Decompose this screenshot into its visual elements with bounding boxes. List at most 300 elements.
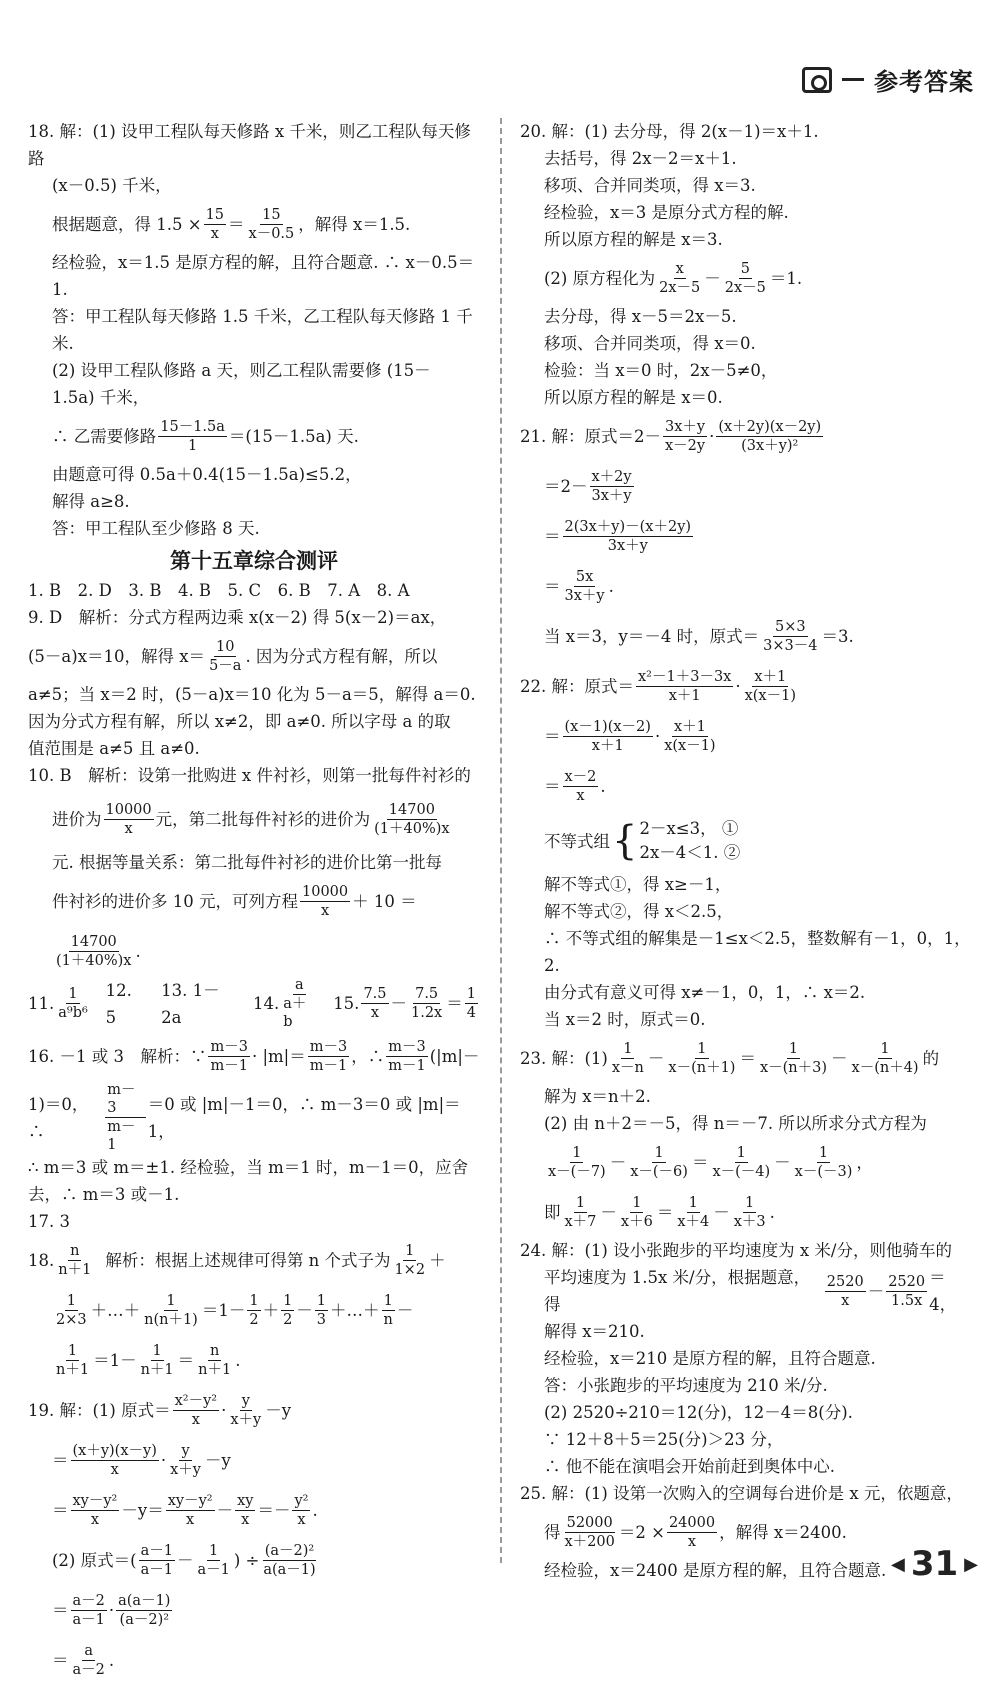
fraction (195, 1542, 231, 1579)
inequality-2: 2x－4＜1. ② (639, 843, 741, 862)
denominator: x＋3 (733, 1213, 766, 1230)
fraction (758, 1040, 829, 1077)
denominator: n＋1 (56, 1361, 90, 1378)
text: 21. 解：原式＝2－ (520, 426, 661, 446)
q18a-line: 1.5a) 千米， (52, 388, 150, 407)
denominator: x－(n＋3) (759, 1059, 828, 1076)
text: ＝2－ (544, 476, 588, 496)
q16-line-1 (28, 1031, 480, 1081)
numerator: (a－2)² (264, 1542, 315, 1559)
fraction (761, 618, 819, 655)
q18a-line: 答：甲工程队每天修路 1.5 千米，乙工程队每天修路 1 千米. (52, 307, 473, 353)
numerator: (x＋y)(x－y) (72, 1442, 157, 1459)
q20-line: 去分母，得 x－5＝2x－5. (544, 307, 737, 326)
q18a-line: (2) 设甲工程队修路 a 天，则乙工程队需要修 (15－ (52, 361, 431, 380)
text: 18. (28, 1250, 55, 1270)
q19-line-2 (28, 1435, 480, 1485)
denominator: (1＋40%)x (374, 820, 450, 837)
denominator: x－n (611, 1059, 644, 1076)
denominator: 3x＋y (591, 487, 632, 504)
numerator: y (241, 1392, 250, 1409)
q18a-line: 解得 a≥8. (52, 492, 130, 511)
column-divider (500, 118, 502, 1563)
fraction (636, 668, 733, 705)
text: － (609, 1152, 627, 1172)
fraction (139, 1342, 176, 1379)
text: 22. 解：原式＝ (520, 676, 634, 696)
text: ＝ (544, 576, 561, 596)
q19-line-1 (28, 1385, 480, 1435)
numerator: 1 (788, 1040, 799, 1057)
q21-line-2 (520, 461, 972, 511)
denominator: m－1 (107, 1119, 136, 1153)
text: . (108, 1650, 115, 1670)
fraction (563, 518, 694, 555)
fraction (382, 1292, 395, 1329)
fraction (666, 1040, 737, 1077)
denominator: (1＋40%)x (56, 952, 132, 969)
q24-line: 经检验，x＝210 是原方程的解，且符合题意. (544, 1349, 876, 1368)
numerator: 10000 (105, 801, 152, 818)
denominator: n＋1 (198, 1361, 232, 1378)
numerator: x＋2y (591, 468, 632, 485)
numerator: 1 (249, 1292, 259, 1309)
numerator: 1 (654, 1144, 664, 1161)
left-column (28, 118, 480, 1685)
text: ＝ (544, 526, 561, 546)
denominator: x (576, 787, 585, 804)
fraction (361, 985, 388, 1022)
numerator: (x－1)(x－2) (564, 718, 651, 735)
q9-line: 9. D 解析：分式方程两边乘 x(x－2) 得 5(x－2)＝ax， (28, 608, 447, 627)
fraction (235, 1492, 255, 1529)
q20-line: 20. 解：(1) 去分母，得 2(x－1)＝x＋1. (520, 122, 819, 141)
q19-line-5 (28, 1585, 480, 1635)
numerator: a－2 (72, 1592, 105, 1609)
text: ＋ (262, 1300, 280, 1320)
numerator: 5x (575, 568, 594, 585)
text: － (713, 1202, 730, 1222)
book-logo-icon (802, 67, 832, 93)
fraction (886, 1273, 927, 1310)
fraction (54, 1292, 89, 1329)
text: 得 (544, 1522, 561, 1542)
fraction (563, 718, 653, 755)
denominator: x (124, 820, 133, 837)
fraction (71, 1492, 120, 1529)
denominator: a(a－1) (263, 1561, 316, 1578)
denominator: x－(－6) (630, 1163, 688, 1180)
text: 即 (544, 1202, 561, 1222)
q18b-line-2 (28, 1285, 480, 1335)
right-column (520, 118, 972, 1584)
fraction (546, 1144, 608, 1181)
mc-answers: 1. B 2. D 3. B 4. B 5. C 6. B 7. A 8. A (28, 581, 410, 600)
numerator: 2520 (888, 1273, 926, 1290)
q23-line: (2) 由 n＋2＝－5，得 n＝－7. 所以所求分式方程为 (544, 1114, 927, 1133)
fraction (142, 1292, 200, 1329)
numerator: 1 (405, 1242, 415, 1259)
q9-equation (28, 631, 480, 681)
text: ，解得 x＝2400. (719, 1522, 847, 1542)
text: 不等式组 (544, 831, 610, 851)
text: ∴ 乙需要修路 (52, 426, 157, 446)
numerator: x－2 (564, 768, 597, 785)
denominator: x (297, 1511, 306, 1528)
numerator: 1 (818, 1144, 829, 1161)
fraction (825, 1273, 866, 1310)
denominator: 4 (466, 1005, 476, 1021)
fraction (590, 468, 634, 505)
numerator: 1 (68, 986, 78, 1002)
text: 15. (333, 994, 360, 1013)
fraction (54, 933, 133, 970)
q22-line-2 (520, 711, 972, 761)
denominator: x－(－3) (794, 1163, 853, 1180)
q16-line: 去，∴ m＝3 或－1. (28, 1185, 180, 1204)
text: 的 (922, 1048, 940, 1068)
denominator: n (383, 1311, 393, 1328)
q24-line: (2) 2520÷210＝12(分)，12－4＝8(分). (544, 1403, 853, 1422)
numerator: m－3 (210, 1038, 248, 1055)
q24-line: 24. 解：(1) 设小张跑步的平均速度为 x 米/分，则他骑车的 (520, 1241, 952, 1260)
numerator: y² (294, 1492, 309, 1509)
numerator: 7.5 (363, 986, 387, 1002)
fraction (628, 1144, 690, 1181)
text: ) ÷ (233, 1550, 260, 1570)
denominator: 3×3－4 (763, 637, 818, 654)
denominator: 2 (249, 1311, 259, 1328)
q19-line-3 (28, 1485, 480, 1535)
denominator: x＋y (230, 1411, 262, 1428)
numerator: n (70, 1242, 80, 1259)
q24-line: ∵ 12＋8＋5＝25(分)＞23 分， (544, 1430, 784, 1449)
numerator: 1 (466, 986, 476, 1002)
text: ＝ (544, 726, 561, 746)
q17-answer: 17. 3 (28, 1212, 70, 1231)
denominator: x－0.5 (248, 225, 295, 242)
denominator: x (241, 1511, 250, 1528)
text: ＝(15－1.5a) 天. (228, 426, 359, 446)
q21-line-3 (520, 511, 972, 561)
text: · (108, 1600, 115, 1620)
q10-equation-3 (28, 926, 480, 976)
numerator: 14700 (388, 801, 435, 818)
page-number (891, 1544, 978, 1584)
fraction (139, 1542, 175, 1579)
q9-line: 因为分式方程有解，所以 x≠2，即 a≠0. 所以字母 a 的取 (28, 712, 451, 731)
denominator: (3x＋y)² (741, 437, 799, 454)
numerator: x (675, 260, 684, 277)
fraction (281, 1292, 294, 1329)
text: ＝0 或 |m|－1＝0，∴ m－3＝0 或 |m|＝1， (147, 1094, 461, 1141)
q18a-equation-2 (28, 411, 480, 461)
text: 12. 5 (105, 980, 132, 1027)
fraction (104, 801, 154, 838)
denominator: x (186, 1511, 195, 1528)
numerator: 1 (575, 1194, 586, 1211)
q18a-line: 经检验，x＝1.5 是原方程的解，且符合题意. ∴ x－0.5＝1. (52, 253, 475, 299)
denominator: 3x＋y (564, 587, 605, 604)
numerator: 1 (572, 1144, 582, 1161)
left-arrow-icon: ◀ (890, 1553, 905, 1575)
text: ＝1－ (93, 1350, 137, 1370)
fraction (292, 1492, 310, 1529)
q23-line-1 (520, 1033, 972, 1083)
text: . (608, 576, 614, 596)
fraction (716, 418, 823, 455)
text: ＝ (52, 1600, 69, 1620)
text: ＝ (656, 1202, 674, 1222)
fraction (308, 1038, 349, 1075)
q19-line-4 (28, 1535, 480, 1585)
text: 当 x＝3，y＝－4 时，原式＝ (544, 626, 760, 646)
q22-line: 当 x＝2 时，原式＝0. (544, 1010, 706, 1029)
q11-15-answers: 11. $\frac{1}{\text{a⁹b⁶}}$ 12. 5 13. 1－2a 14. $\frac{a}{a+b}$ 15. $\frac{7.5}{x}$ － $\frac{7.5}{1.2x}$ ＝ $\frac{1}{4}$ (28, 977, 476, 1030)
left-brace-icon: { (612, 818, 638, 864)
numerator: 7.5 (415, 986, 439, 1002)
fraction (675, 1194, 711, 1231)
denominator: 2 (283, 1311, 293, 1328)
fraction (409, 985, 444, 1022)
page-header (802, 62, 974, 97)
numerator: m－3 (105, 1081, 146, 1118)
numerator: n (210, 1342, 220, 1359)
fraction (116, 1592, 172, 1629)
denominator: (a－2)² (119, 1611, 170, 1628)
text: ＋…＋ (90, 1300, 141, 1320)
text: ，解得 x＝1.5. (298, 214, 411, 234)
fraction (563, 1514, 617, 1551)
numerator: x＋1 (673, 718, 706, 735)
numerator: 1 (316, 1292, 327, 1309)
numerator: m－3 (388, 1038, 426, 1055)
fraction (563, 1194, 599, 1231)
numerator: 15 (205, 206, 225, 223)
q20-line: 移项、合并同类项，得 x＝3. (544, 176, 756, 195)
q16-line: ∴ m＝3 或 m＝±1. 经检验，当 m＝1 时，m－1＝0，应舍 (28, 1158, 469, 1177)
text: ， (856, 1152, 873, 1172)
denominator: x－2y (664, 437, 706, 454)
denominator: x (687, 1533, 697, 1550)
fraction (158, 418, 227, 455)
denominator: 1.5x (891, 1292, 923, 1309)
text: － (600, 1202, 617, 1222)
numerator: 15－1.5a (160, 418, 225, 435)
denominator: 1 (187, 437, 198, 454)
denominator: x－(n＋1) (668, 1059, 736, 1076)
text: ＝1. (769, 268, 803, 288)
fraction (173, 1392, 220, 1429)
numerator: 1 (66, 1292, 76, 1309)
q24-line: ∴ 他不能在演唱会开始前赶到奥体中心. (544, 1457, 835, 1476)
q9-line: 值范围是 a≠5 且 a≠0. (28, 739, 200, 758)
denominator: x (191, 1411, 200, 1428)
numerator: 1 (736, 1144, 746, 1161)
header-title: 参考答案 (874, 68, 974, 96)
denominator: n＋1 (140, 1361, 174, 1378)
text: 件衬衫的进价多 10 元，可列方程 (52, 891, 298, 911)
fraction (850, 1040, 921, 1077)
text: ＋ 10 ＝ (352, 891, 417, 911)
fraction (657, 260, 702, 297)
q22-line: 由分式有意义可得 x≠－1，0，1，∴ x＝2. (544, 983, 866, 1002)
q16-line-2 (28, 1081, 480, 1154)
denominator: 3x＋y (607, 537, 648, 554)
numerator: 1 (745, 1194, 755, 1211)
numerator: 1 (697, 1040, 707, 1057)
text: ＝ (228, 214, 245, 234)
denominator: x (210, 225, 219, 242)
fraction (563, 768, 599, 805)
text: ＝－ (257, 1500, 291, 1520)
text: · (654, 726, 661, 746)
numerator: 1 (209, 1542, 219, 1559)
q18b-line-3 (28, 1335, 480, 1385)
fraction (71, 1642, 107, 1679)
denominator: x (90, 1511, 100, 1528)
q18a-equation (28, 199, 480, 249)
denominator: 1×2 (394, 1261, 426, 1278)
q20-line: 经检验，x＝3 是原分式方程的解. (544, 203, 789, 222)
text: ＝ (544, 776, 561, 796)
q23-line: 解为 x＝n＋2. (544, 1087, 651, 1106)
denominator: a－2 (72, 1661, 105, 1678)
denominator: 2×3 (56, 1311, 87, 1328)
denominator: x－(n＋4) (851, 1059, 919, 1076)
text: 根据题意，得 1.5 × (52, 214, 202, 234)
denominator: a＋b (283, 996, 307, 1030)
denominator: x＋200 (564, 1533, 615, 1550)
text: (2) 原式＝( (52, 1550, 137, 1570)
q20-line: 所以原方程的解是 x＝3. (544, 230, 723, 249)
numerator: 24000 (668, 1514, 716, 1531)
fraction (610, 1040, 646, 1077)
text: ＝1－ (201, 1300, 246, 1320)
denominator: a⁹b⁶ (58, 1005, 88, 1021)
denominator: x(x－1) (664, 737, 716, 754)
numerator: xy－y² (167, 1492, 213, 1509)
fraction (168, 1442, 203, 1479)
fraction (196, 1342, 233, 1379)
fraction (793, 1144, 855, 1181)
numerator: 14700 (70, 933, 117, 950)
text: (2) 原方程化为 (544, 268, 656, 288)
fraction (71, 1442, 159, 1479)
q24-line: 答：小张跑步的平均速度为 210 米/分. (544, 1376, 828, 1395)
numerator: (x＋2y)(x－2y) (718, 418, 822, 435)
q24-equation (520, 1264, 972, 1318)
denominator: n(n＋1) (144, 1311, 198, 1328)
denominator: x (320, 902, 330, 919)
numerator: 1 (623, 1040, 633, 1057)
q20-line: 检验：当 x＝0 时，2x－5≠0， (544, 361, 778, 380)
q19-line-6 (28, 1635, 480, 1685)
denominator: m－1 (309, 1057, 348, 1074)
q22-inequality-system (520, 811, 972, 871)
text: . (600, 776, 606, 796)
text: － (216, 1500, 234, 1520)
fraction (563, 568, 607, 605)
numerator: xy－y² (72, 1492, 118, 1509)
fraction (662, 718, 717, 755)
denominator: m－1 (210, 1057, 248, 1074)
denominator: a－1 (72, 1611, 105, 1628)
text: (|m|－ (429, 1046, 480, 1066)
text: ＝ (52, 1650, 69, 1670)
text: 19. 解：(1) 原式＝ (28, 1400, 171, 1420)
q23-line-5 (520, 1187, 972, 1237)
fraction (56, 985, 90, 1022)
fraction (663, 418, 707, 455)
denominator: x－(－7) (548, 1163, 606, 1180)
q21-line-1 (520, 411, 972, 461)
q22-line-1 (520, 661, 972, 711)
q20-equation (520, 253, 972, 303)
text: 1)＝0，∴ (28, 1094, 89, 1141)
numerator: 1 (880, 1040, 890, 1057)
text: 23. 解：(1) (520, 1048, 608, 1068)
text: · (709, 426, 715, 446)
numerator: 1 (67, 1342, 78, 1359)
text: 平均速度为 1.5x 米/分，根据题意，得 (544, 1268, 811, 1314)
numerator: 2520 (826, 1273, 864, 1290)
fraction (315, 1292, 328, 1329)
numerator: 10000 (302, 883, 349, 900)
denominator: 5－a (209, 657, 242, 674)
q22-line: 解不等式①，得 x≥－1， (544, 875, 732, 894)
numerator: y (181, 1442, 190, 1459)
numerator: a (294, 977, 304, 993)
text: － (831, 1048, 848, 1068)
text: · |m|＝ (251, 1046, 306, 1066)
text: ＋ (429, 1250, 446, 1270)
numerator: 5 (740, 260, 750, 277)
q25-line: 25. 解：(1) 设第一次购入的空调每台进价是 x 元，依题意， (520, 1484, 963, 1503)
text: ＝ (177, 1350, 195, 1370)
fraction (71, 1592, 107, 1629)
q18a-line: (x－0.5) 千米， (52, 176, 172, 195)
q18b-line-1 (28, 1235, 480, 1285)
text: － (774, 1152, 791, 1172)
numerator: a(a－1) (118, 1592, 171, 1609)
fraction (247, 1292, 260, 1329)
fraction (247, 206, 297, 243)
numerator: 1 (688, 1194, 698, 1211)
denominator: 1.2x (411, 1005, 443, 1021)
section-title: 第十五章综合测评 (170, 549, 338, 573)
fraction (710, 1144, 772, 1181)
q22-line-3 (520, 761, 972, 811)
denominator: 3 (316, 1311, 327, 1328)
fraction (619, 1194, 655, 1231)
denominator: 2x－5 (724, 279, 766, 296)
q22-line: ∴ 不等式组的解集是－1≤x＜2.5，整数解有－1，0，1，2. (544, 929, 971, 975)
numerator: 1 (283, 1292, 293, 1309)
text: ＝ (691, 1152, 709, 1172)
inequality-1: 2－x≤3， ① (639, 819, 739, 838)
text: － (867, 1281, 885, 1301)
fraction (207, 638, 243, 675)
denominator: x＋7 (564, 1213, 597, 1230)
header-rule (842, 78, 864, 81)
q21-line-5 (520, 611, 972, 661)
numerator: xy (237, 1492, 254, 1509)
denominator: x＋6 (620, 1213, 653, 1230)
text: － (647, 1048, 665, 1068)
text: . (312, 1500, 318, 1520)
text: 13. 1－2a (161, 980, 220, 1027)
